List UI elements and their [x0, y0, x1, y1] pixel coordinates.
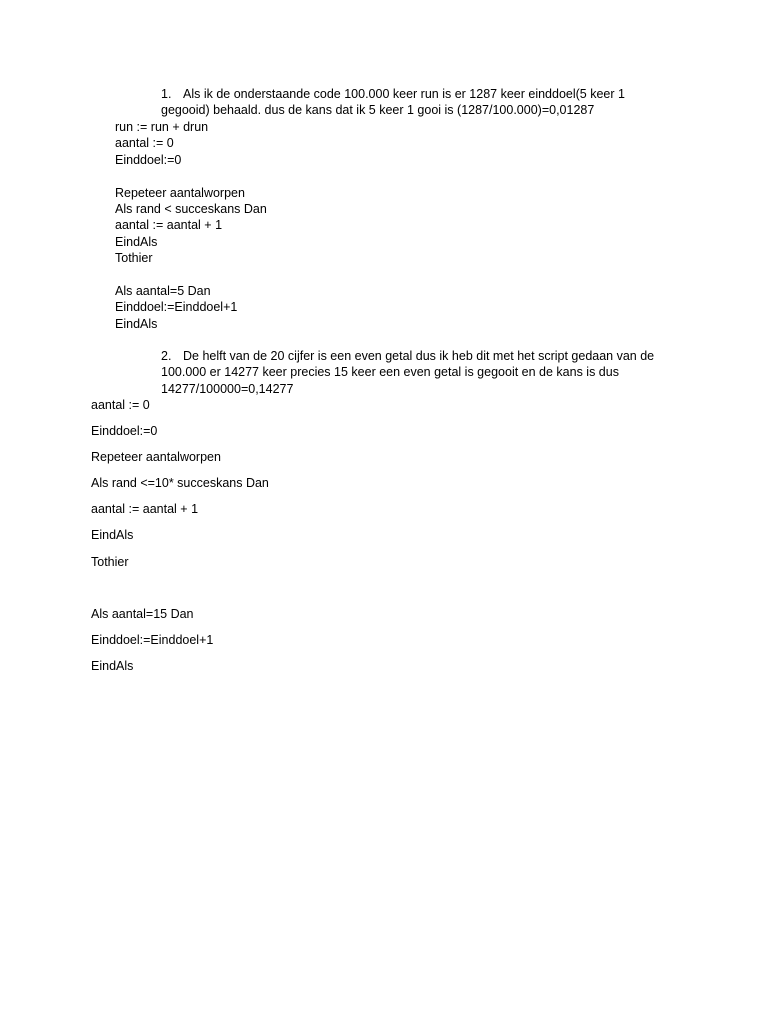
code-line: Einddoel:=0 — [115, 152, 182, 167]
code-block-2 — [91, 397, 269, 684]
code-line: aantal := aantal + 1 — [91, 502, 199, 517]
list-text-1: Als ik de onderstaande code 100.000 keer run is er 1287 keer einddoel(5 keer 1 gegooid) behaald. dus de kans dat ik 5 keer 1 gooi is (1287/100.000)=0,01287 — [161, 87, 625, 118]
code-line: Als rand < succeskans Dan — [115, 201, 267, 216]
code-line: aantal := aantal + 1 — [115, 218, 223, 233]
blank-line — [91, 580, 269, 606]
list-text-2: De helft van de 20 cijfer is een even getal dus ik heb dit met het script gedaan van de 100.000 er 14277 keer precies 15 keer een even getal is gegooit en de kans is dus 14277/100000=0,14277 — [161, 349, 655, 396]
code-line: Als rand <=10* succeskans Dan — [91, 476, 269, 491]
code-line: aantal := 0 — [91, 398, 150, 412]
list-number-2: 2. — [161, 349, 172, 363]
code-line: Tothier — [91, 554, 129, 569]
code-line: Einddoel:=0 — [91, 424, 158, 439]
code-line: Einddoel:=Einddoel+1 — [115, 300, 238, 315]
code-line: Einddoel:=Einddoel+1 — [91, 632, 214, 647]
code-line: run := run + drun — [115, 120, 209, 134]
code-line: Repeteer aantalworpen — [115, 185, 245, 200]
blank-line — [115, 267, 267, 283]
blank-line — [115, 168, 267, 184]
code-line: Tothier — [115, 251, 153, 266]
code-line: EindAls — [115, 234, 158, 249]
code-block-1 — [115, 119, 267, 332]
code-line: EindAls — [91, 658, 134, 673]
list-item-2 — [161, 348, 676, 397]
list-item-1 — [161, 86, 676, 119]
code-line: Als aantal=5 Dan — [115, 283, 211, 298]
list-number-1: 1. — [161, 87, 172, 101]
code-line: Als aantal=15 Dan — [91, 606, 194, 621]
code-line: EindAls — [115, 316, 158, 331]
code-line: EindAls — [91, 528, 134, 543]
code-line: Repeteer aantalworpen — [91, 450, 221, 465]
code-line: aantal := 0 — [115, 136, 174, 151]
